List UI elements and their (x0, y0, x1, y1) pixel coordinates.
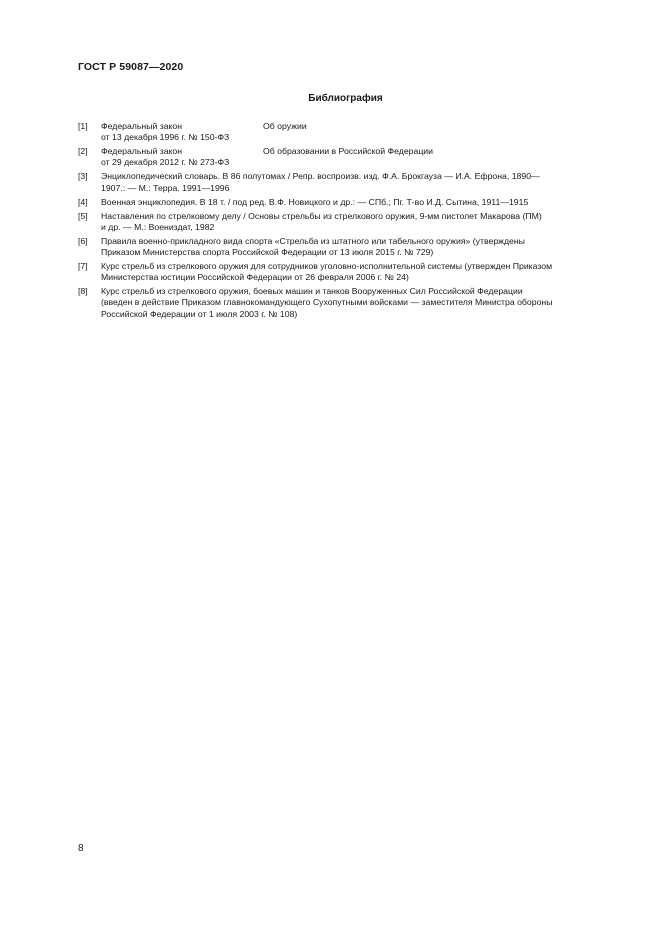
entry-text-line: Министерства юстиции Российской Федерации от 26 февраля 2006 г. № 24) (101, 272, 409, 283)
bibliography-entry (78, 286, 616, 320)
entry-number: [2] (78, 146, 88, 157)
entry-number: [5] (78, 210, 88, 221)
entry-body (101, 197, 616, 208)
bibliography-list (78, 121, 616, 323)
entry-text-line: Курс стрельб из стрелкового оружия, боевых машин и танков Вооруженных Сил Российской Федерации (101, 286, 523, 297)
entry-text-line: Энциклопедический словарь. В 86 полутомах / Репр. воспроизв. изд. Ф.А. Брокгауза — И.А. Ефрона, 1890— (101, 171, 540, 182)
entry-source-line: Федеральный закон (101, 121, 183, 131)
bibliography-entry (78, 146, 616, 168)
entry-text-line: Курс стрельб из стрелкового оружия для сотрудников уголовно-исполнительной системы (утвержден Приказом (101, 261, 553, 272)
entry-text-line: Правила военно-прикладного вида спорта «Стрельба из штатного или табельного оружия» (утверждены (101, 235, 525, 246)
entry-source-line: Федеральный закон (101, 146, 183, 157)
section-title (0, 93, 661, 104)
entry-text-line: Приказом Министерства спорта Российской Федерации от 13 июля 2015 г. № 729) (101, 247, 434, 258)
bibliography-entry (78, 261, 616, 283)
bibliography-entry (78, 197, 616, 208)
entry-source-line: от 29 декабря 2012 г. № 273-ФЗ (101, 157, 230, 168)
entry-body (101, 286, 616, 320)
entry-source (101, 146, 263, 168)
bibliography-entry (78, 121, 616, 143)
entry-body (101, 121, 616, 143)
entry-source-line: от 13 декабря 1996 г. № 150-ФЗ (101, 132, 230, 143)
entry-text-line: Российской Федерации от 1 июля 2003 г. № 108) (101, 308, 298, 319)
entry-body (101, 146, 616, 168)
entry-text-line: 1907.: — М.: Терра. 1991—1996 (101, 182, 230, 193)
section-title-text: Библиография (308, 93, 383, 104)
entry-body (101, 211, 616, 233)
entry-title: Об оружии (263, 121, 307, 131)
entry-number: [8] (78, 286, 88, 297)
standard-code-header: ГОСТ Р 59087—2020 (78, 61, 184, 73)
entry-number: [3] (78, 171, 88, 182)
entry-number: [4] (78, 196, 88, 207)
entry-text-line: Наставления по стрелковому делу / Основы стрельбы из стрелкового оружия, 9-мм пистолет Макарова (ПМ) (101, 210, 542, 221)
entry-number: [6] (78, 235, 88, 246)
bibliography-entry (78, 236, 616, 258)
entry-body (101, 261, 616, 283)
entry-number: [1] (78, 121, 88, 131)
entry-text-line: и др. — М.: Воениздат, 1982 (101, 221, 215, 232)
bibliography-entry (78, 211, 616, 233)
entry-body (101, 236, 616, 258)
page-number: 8 (78, 843, 84, 854)
entry-text-line: (введен в действие Приказом главнокомандующего Сухопутными войсками — заместителя Министра обороны (101, 297, 553, 308)
bibliography-entry (78, 171, 616, 193)
entry-body (101, 171, 616, 193)
entry-source (101, 121, 263, 143)
entry-title: Об образовании в Российской Федерации (263, 146, 433, 157)
entry-text-line: Военная энциклопедия. В 18 т. / под ред. В.Ф. Новицкого и др.: — СПб.; Пг. Т-во И.Д. Сытина, 1911—1915 (101, 196, 529, 207)
entry-number: [7] (78, 261, 88, 272)
